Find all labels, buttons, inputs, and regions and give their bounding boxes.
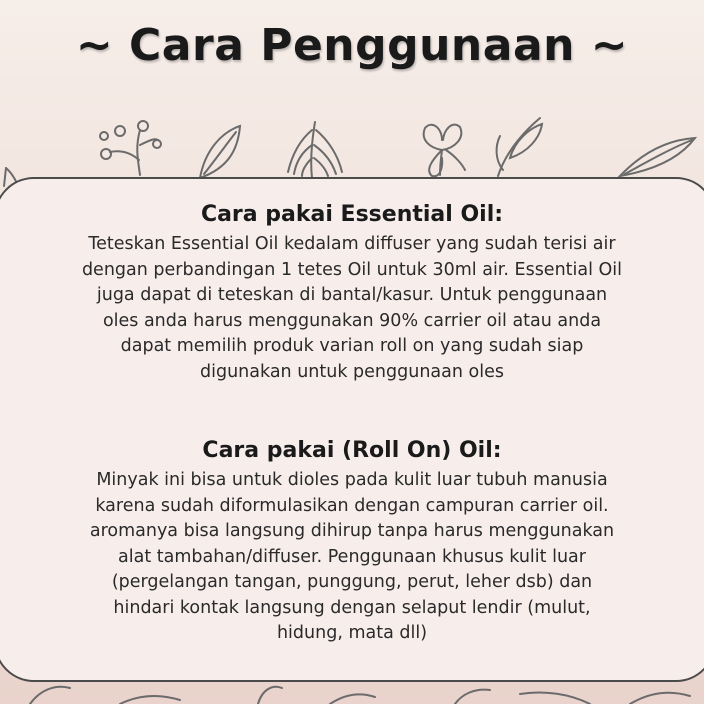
leaf-icon [200, 126, 240, 178]
page-title: ~ Cara Penggunaan ~ [75, 20, 629, 71]
essential-oil-instructions: Teteskan Essential Oil kedalam diffuser yang sudah terisi air dengan perbandingan 1 tetes Oil untuk 30ml air. Essential Oil juga dapat di teteskan di bantal/kasur. Untuk penggunaan oles anda harus menggunakan 90% carrier oil atau anda dapat memilih produk varian roll on yang sudah siap digunakan untuk penggunaan oles [81, 234, 623, 382]
leaf-sprig-icon [497, 118, 542, 176]
essential-oil-heading: Cara pakai Essential Oil: [200, 202, 504, 227]
roll-on-oil-instructions: Minyak ini bisa untuk dioles pada kulit luar tubuh manusia karena sudah diformulasikan dengan campuran carrier oil. aromanya bisa langsung dihirup tanpa harus menggunakan alat tambahan/diffuser. Penggunaan khusus kulit luar (pergelangan tangan, punggung, perut, leher dsb) dan hindari kontak langsung dengan selaput lendir (mulut, hidung, mata dll) [89, 470, 615, 643]
fern-leaf-icon [288, 122, 342, 178]
long-leaf-icon [620, 138, 695, 176]
roll-on-oil-heading: Cara pakai (Roll On) Oil: [202, 438, 502, 463]
berry-branch-icon [100, 121, 161, 175]
clover-icon [424, 125, 465, 177]
